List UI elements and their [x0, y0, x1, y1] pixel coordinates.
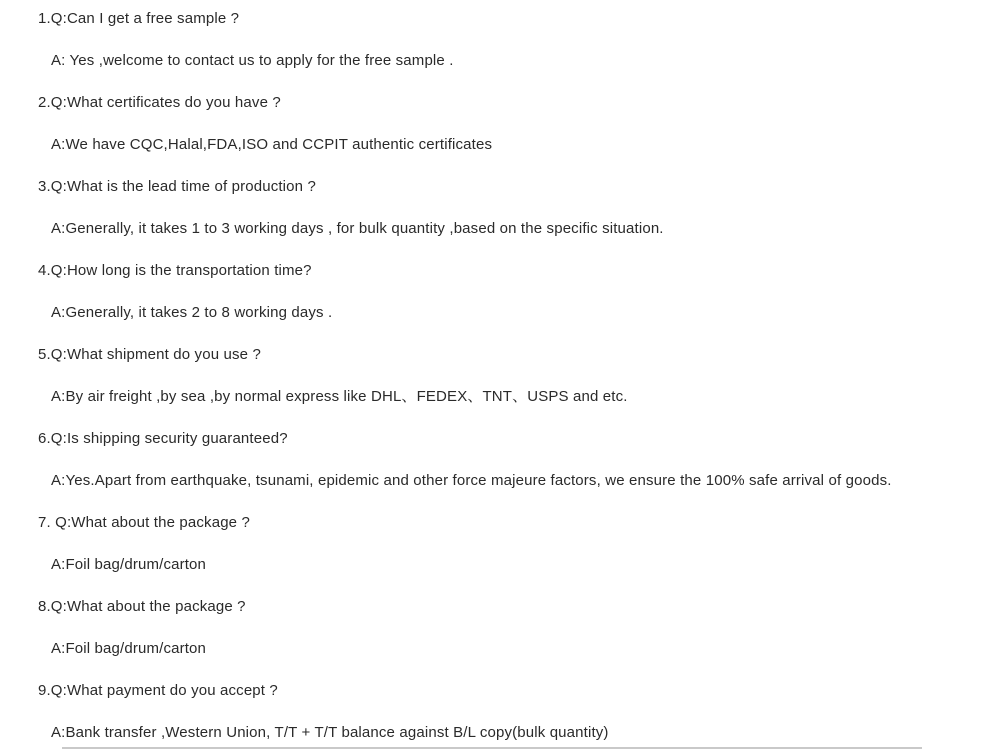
faq-question-2: 2.Q:What certificates do you have ?	[38, 94, 281, 111]
bottom-cutoff-line	[62, 747, 922, 749]
faq-answer-9: A:Bank transfer ,Western Union, T/T + T/T balance against B/L copy(bulk quantity)	[51, 724, 609, 741]
faq-question-5: 5.Q:What shipment do you use ?	[38, 346, 261, 363]
faq-answer-8: A:Foil bag/drum/carton	[51, 640, 207, 657]
faq-question-6: 6.Q:Is shipping security guaranteed?	[38, 430, 288, 447]
faq-answer-7: A:Foil bag/drum/carton	[51, 556, 207, 573]
faq-answer-3: A:Generally, it takes 1 to 3 working days , for bulk quantity ,based on the specific situation.	[51, 220, 664, 237]
faq-answer-4: A:Generally, it takes 2 to 8 working days .	[51, 304, 333, 321]
faq-answer-1: A: Yes ,welcome to contact us to apply for the free sample .	[51, 52, 454, 69]
faq-question-1: 1.Q:Can I get a free sample ?	[38, 10, 240, 27]
faq-answer-2: A:We have CQC,Halal,FDA,ISO and CCPIT authentic certificates	[51, 136, 493, 153]
faq-answer-5: A:By air freight ,by sea ,by normal express like DHL、FEDEX、TNT、USPS and etc.	[51, 388, 628, 405]
faq-question-3: 3.Q:What is the lead time of production ?	[38, 178, 316, 195]
faq-answer-6: A:Yes.Apart from earthquake, tsunami, epidemic and other force majeure factors, we ensure the 100% safe arrival of goods.	[51, 472, 892, 489]
faq-question-8: 8.Q:What about the package ?	[38, 598, 246, 615]
faq-question-4: 4.Q:How long is the transportation time?	[38, 262, 312, 279]
faq-question-7: 7. Q:What about the package ?	[38, 514, 250, 531]
faq-question-9: 9.Q:What payment do you accept ?	[38, 682, 278, 699]
